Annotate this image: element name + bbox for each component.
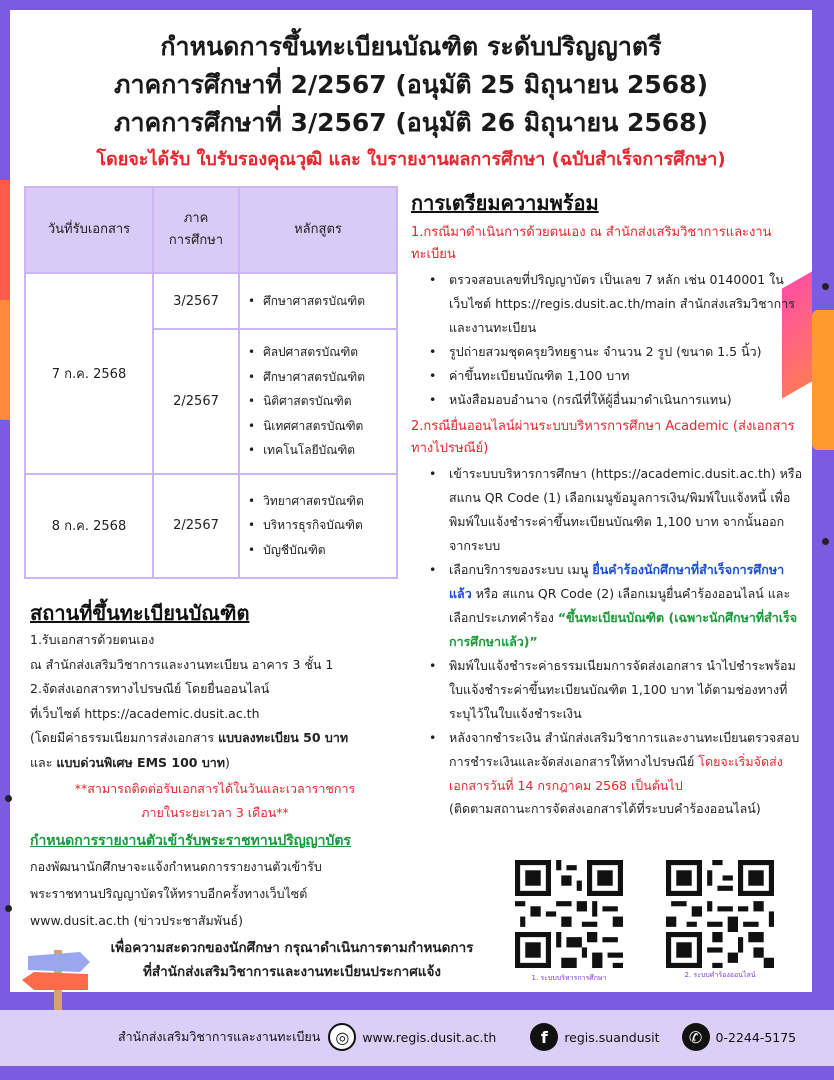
cell-date: 8 ก.ค. 2568	[25, 474, 153, 578]
col-header-program: หลักสูตร	[239, 187, 397, 273]
closing-line: ที่สำนักส่งเสริมวิชาการและงานทะเบียนประกาศแจ้ง	[143, 964, 441, 980]
fee-ems: แบบด่วนพิเศษ EMS 100 บาท	[56, 754, 226, 770]
program-item: • ศิลปศาสตรบัณฑิต	[248, 340, 392, 365]
decor-dot	[822, 283, 829, 290]
col-header-term-line1: ภาค	[183, 211, 209, 226]
contact-line: ภายในระยะเวลา 3 เดือน**	[141, 805, 289, 820]
footer-office: สำนักส่งเสริมวิชาการและงานทะเบียน	[118, 1029, 321, 1044]
case1-title: 1.กรณีมาดำเนินการด้วยตนเอง ณ สำนักส่งเสริมวิชาการและงานทะเบียน	[411, 225, 772, 262]
program-item: • นิติศาสตรบัณฑิต	[248, 389, 392, 414]
list-item	[411, 726, 811, 798]
cell-programs	[239, 474, 397, 578]
col-header-term-line2: การศึกษา	[168, 233, 224, 248]
decor-dot	[822, 538, 829, 545]
case2-title: 2.กรณียื่นออนไลน์ผ่านระบบบริหารการศึกษา Academic (ส่งเอกสารทางไปรษณีย์)	[411, 419, 795, 456]
phone-icon: ✆	[682, 1023, 710, 1051]
footer-facebook[interactable]: regis.suandusit	[564, 1029, 660, 1045]
list-item: • หนังสือมอบอำนาจ (กรณีที่ให้ผู้อื่นมาดำเนินการแทน)	[411, 388, 811, 412]
case2-list	[411, 462, 811, 798]
preparation-title: การเตรียมความพร้อม	[411, 191, 599, 215]
table-header-row	[25, 187, 397, 273]
decor-dot	[5, 905, 12, 912]
list-item: • พิมพ์ใบแจ้งชำระค่าธรรมเนียมการจัดส่งเอกสาร นำไปชำระพร้อมใบแจ้งชำระค่าขึ้นทะเบียนบัณฑิต 1,100 บาท ได้ตามช่องทางที่ระบุไว้ในใบแจ้งชำระเงิน	[411, 654, 811, 726]
decor-stripe	[812, 310, 834, 450]
table-row	[25, 273, 397, 329]
registration-schedule-table	[24, 186, 398, 579]
subtitle: โดยจะได้รับ ใบรับรองคุณวุฒิ และ ใบรายงานผลการศึกษา (ฉบับสำเร็จการศึกษา)	[96, 149, 726, 170]
facebook-icon: f	[530, 1023, 558, 1051]
program-item: • เทคโนโลยีบัณฑิต	[248, 438, 392, 463]
venue-title: สถานที่ขึ้นทะเบียนบัณฑิต	[30, 601, 250, 625]
program-item: • วิทยาศาสตรบัณฑิต	[248, 489, 392, 514]
footer-phone[interactable]: 0-2244-5175	[715, 1029, 797, 1045]
list-item: • ค่าขึ้นทะเบียนบัณฑิต 1,100 บาท	[411, 364, 811, 388]
col-header-term	[153, 187, 239, 273]
venue-line: ที่เว็บไซต์ https://academic.dusit.ac.th	[30, 705, 260, 721]
signpost-icon	[18, 950, 98, 1010]
text: เลือกบริการของระบบ เมนู	[449, 562, 593, 577]
tracking-note: (ติดตามสถานะการจัดส่งเอกสารได้ที่ระบบคำร้องออนไลน์)	[449, 801, 761, 816]
decor-dot	[5, 795, 12, 802]
preparation-section	[411, 188, 811, 820]
title-line-2: ภาคการศึกษาที่ 2/2567 (อนุมัติ 25 มิถุนายน 2568)	[114, 70, 708, 99]
footer-contacts	[118, 1023, 796, 1051]
program-item: • นิเทศศาสตรบัณฑิต	[248, 414, 392, 439]
ceremony-line: กองพัฒนานักศึกษาจะแจ้งกำหนดการรายงานตัวเข้ารับ	[30, 859, 322, 874]
decor-stripe	[0, 300, 10, 420]
list-item: • ตรวจสอบเลขที่ปริญญาบัตร เป็นเลข 7 หลัก เช่น 0140001 ในเว็บไซต์ https://regis.dusit.ac.th/main สำนักส่งเสริมวิชาการและงานทะเบียน	[411, 268, 811, 340]
col-header-date: วันที่รับเอกสาร	[25, 187, 153, 273]
fee-registered: แบบลงทะเบียน 50 บาท	[218, 730, 349, 745]
cell-term: 2/2567	[153, 329, 239, 474]
cell-programs	[239, 329, 397, 474]
ceremony-title: กำหนดการรายงานตัวเข้ารับพระราชทานปริญญาบัตร	[30, 833, 351, 849]
cell-date: 7 ก.ค. 2568	[25, 273, 153, 474]
shipping-date-highlight: โดยจะเริ่มจัดส่งเอกสารวันที่ 14 กรกฎาคม 2568 เป็นต้นไป	[449, 754, 783, 793]
text: และ	[30, 754, 57, 770]
text: (โดยมีค่าธรรมเนียมการส่งเอกสาร	[30, 730, 219, 745]
qr-label-online-request: 2. ระบบคำร้องออนไลน์	[684, 971, 756, 979]
venue-line: ณ สำนักส่งเสริมวิชาการและงานทะเบียน อาคาร 3 ชั้น 1	[30, 656, 334, 672]
venue-line: 2.จัดส่งเอกสารทางไปรษณีย์ โดยยื่นออนไลน์	[30, 681, 270, 696]
program-item: • ศึกษาศาสตรบัณฑิต	[248, 365, 392, 390]
decor-stripe	[0, 180, 10, 300]
list-item	[411, 558, 811, 654]
text: หลังจากชำระเงิน สำนักส่งเสริมวิชาการและงานทะเบียนตรวจสอบการชำระเงินและจัดส่งเอกสารให้ทางไปรษณีย์	[449, 730, 800, 769]
closing-message	[92, 936, 492, 984]
case1-list	[411, 268, 811, 412]
contact-note	[30, 777, 400, 825]
program-item: • บัญชีบัณฑิต	[248, 538, 392, 563]
venue-section	[30, 598, 400, 934]
ceremony-line: พระราชทานปริญญาบัตรให้ทราบอีกครั้งทางเว็บไซต์	[30, 886, 308, 901]
page-header	[10, 28, 812, 174]
program-item: • บริหารธุรกิจบัณฑิต	[248, 513, 392, 538]
request-type-highlight: “ขึ้นทะเบียนบัณฑิต (เฉพาะนักศึกษาที่สำเร็จการศึกษาแล้ว)”	[449, 610, 798, 649]
program-item: • ศึกษาศาสตรบัณฑิต	[248, 289, 392, 314]
table-row	[25, 474, 397, 578]
ceremony-line: www.dusit.ac.th (ข่าวประชาสัมพันธ์)	[30, 913, 244, 928]
text: )	[225, 754, 230, 770]
text: หรือ สแกน QR Code (2) เลือกเมนูยื่นคำร้องออนไลน์ และเลือกประเภทคำร้อง	[449, 586, 791, 625]
bottom-strip	[0, 1066, 834, 1080]
title-line-3: ภาคการศึกษาที่ 3/2567 (อนุมัติ 26 มิถุนายน 2568)	[114, 108, 708, 137]
venue-line: 1.รับเอกสารด้วยตนเอง	[30, 632, 155, 647]
list-item: • เข้าระบบบริหารการศึกษา (https://academic.dusit.ac.th) หรือ สแกน QR Code (1) เลือกเมนูข้อมูลการเงิน/พิมพ์ใบแจ้งหนี้ เพื่อพิมพ์ใบแจ้งชำระค่าขึ้นทะเบียนบัณฑิต 1,100 บาท จากนั้นออกจากระบบ	[411, 462, 811, 558]
closing-line: เพื่อความสะดวกของนักศึกษา กรุณาดำเนินการตามกำหนดการ	[110, 940, 474, 956]
cell-term: 3/2567	[153, 273, 239, 329]
contact-line: **สามารถติดต่อรับเอกสารได้ในวันและเวลาราชการ	[74, 781, 356, 796]
qr-label-academic: 1. ระบบบริหารการศึกษา	[531, 974, 607, 982]
qr-code-online-request[interactable]	[666, 860, 774, 968]
footer-bar	[0, 1010, 834, 1066]
footer-website[interactable]: www.regis.dusit.ac.th	[362, 1029, 497, 1045]
venue-line	[30, 751, 400, 776]
qr-code-academic[interactable]	[515, 860, 623, 968]
cell-programs	[239, 273, 397, 329]
cell-term: 2/2567	[153, 474, 239, 578]
globe-icon: ◎	[328, 1023, 356, 1051]
title-line-1: กำหนดการขึ้นทะเบียนบัณฑิต ระดับปริญญาตรี	[160, 32, 662, 61]
venue-line	[30, 726, 400, 751]
menu-name-highlight: ยื่นคำร้องนักศึกษาที่สำเร็จการศึกษาแล้ว	[449, 562, 785, 601]
list-item: • รูปถ่ายสวมชุดครุยวิทยฐานะ จำนวน 2 รูป (ขนาด 1.5 นิ้ว)	[411, 340, 811, 364]
